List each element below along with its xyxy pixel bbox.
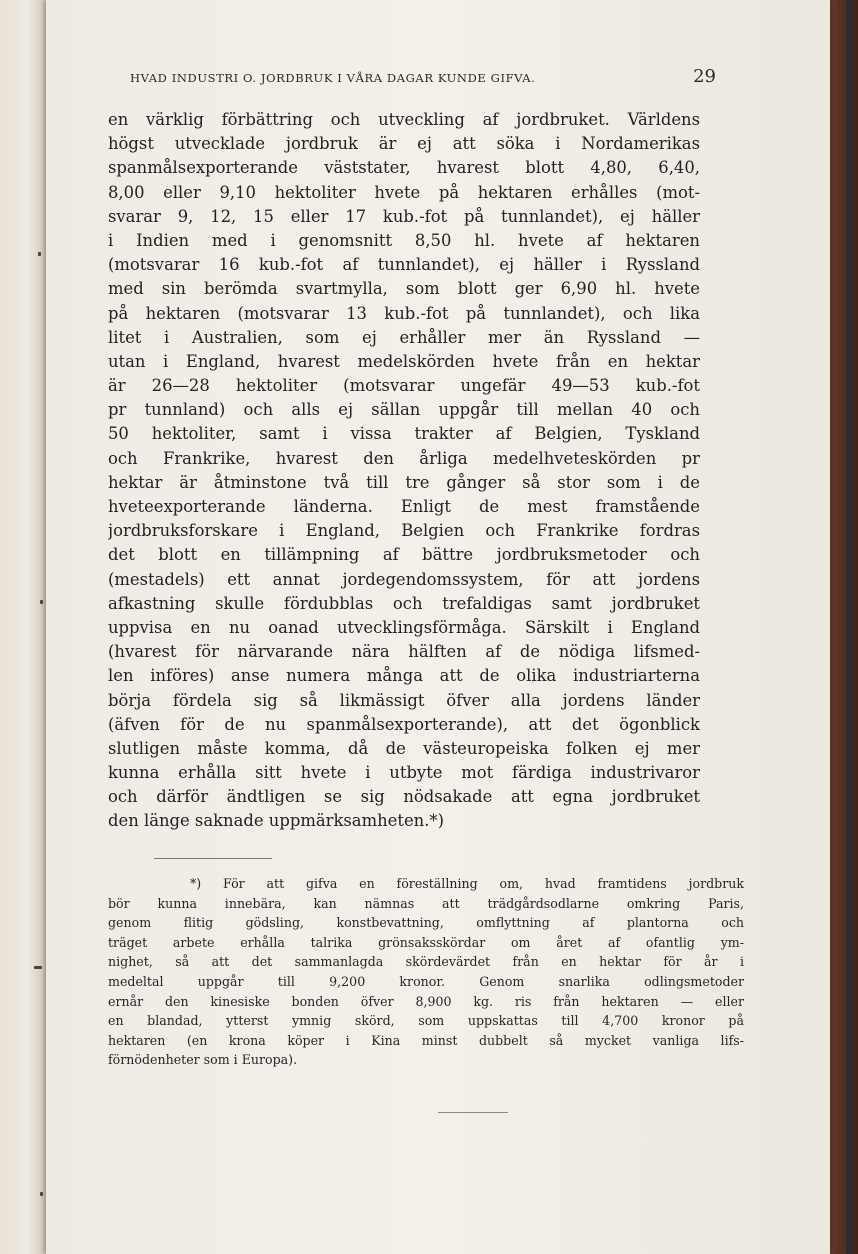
body-line: det blott en tillämpning af bättre jordbruksmetoder och bbox=[108, 545, 700, 565]
footnote-line: bör kunna innebära, kan nämnas att trädgårdsodlarne omkring Paris, bbox=[108, 895, 744, 911]
body-line: högst utvecklade jordbruk är ej att söka i Nordamerikas bbox=[108, 134, 700, 154]
body-line: på hektaren (motsvarar 13 kub.-fot på tunnlandet), och lika bbox=[108, 303, 700, 323]
footnote-line: hektaren (en krona köper i Kina minst dubbelt så mycket vanliga lifs- bbox=[108, 1032, 744, 1048]
book-page bbox=[46, 0, 830, 1254]
body-line: (äfven för de nu spanmålsexporterande), att det ögonblick bbox=[108, 714, 700, 734]
body-line: och därför ändtligen se sig nödsakade att egna jordbruket bbox=[108, 787, 700, 807]
body-line: utan i England, hvarest medelskörden hvete från en hektar bbox=[108, 351, 700, 371]
body-text bbox=[108, 108, 700, 834]
body-line: uppvisa en nu oanad utvecklingsförmåga. Särskilt i England bbox=[108, 617, 700, 637]
footnote bbox=[108, 874, 744, 1070]
body-line: (mestadels) ett annat jordegendomssystem, för att jordens bbox=[108, 569, 700, 589]
running-title: HVAD INDUSTRI O. JORDBRUK I VÅRA DAGAR KUNDE GIFVA. bbox=[130, 71, 536, 85]
body-line: spanmålsexporterande väststater, hvarest blott 4,80, 6,40, bbox=[108, 158, 700, 178]
body-line: afkastning skulle fördubblas och trefaldigas samt jordbruket bbox=[108, 593, 700, 613]
footnote-line: förnödenheter som i Europa). bbox=[108, 1052, 298, 1068]
body-line: 50 hektoliter, samt i vissa trakter af Belgien, Tyskland bbox=[108, 424, 700, 444]
margin-speck bbox=[34, 966, 42, 969]
body-line: (motsvarar 16 kub.-fot af tunnlandet), ej häller i Ryssland bbox=[108, 255, 700, 275]
running-header bbox=[130, 66, 716, 87]
body-line: litet i Australien, som ej erhåller mer än Ryssland — bbox=[108, 327, 700, 347]
footnote-line: nighet, så att det sammanlagda skördevärdet från en hektar för år i bbox=[108, 954, 744, 970]
body-line: hektar är åtminstone två till tre gånger så stor som i de bbox=[108, 472, 700, 492]
body-line: börja fördela sig så likmässigt öfver alla jordens länder bbox=[108, 690, 700, 710]
footnote-line: träget arbete erhålla talrika grönsaksskördar om året af ofantlig ym- bbox=[108, 934, 744, 950]
body-line: pr tunnland) och alls ej sällan uppgår till mellan 40 och bbox=[108, 400, 700, 420]
bottom-rule bbox=[438, 1112, 508, 1113]
margin-speck bbox=[38, 252, 41, 256]
body-line: len införes) anse numera många att de olika industriarterna bbox=[108, 666, 700, 686]
footnote-separator bbox=[154, 858, 272, 859]
footnote-line: genom flitig gödsling, konstbevattning, omflyttning af plantorna och bbox=[108, 915, 744, 931]
body-line: en värklig förbättring och utveckling af jordbruket. Världens bbox=[108, 110, 700, 129]
body-line: och Frankrike, hvarest den årliga medelhveteskörden pr bbox=[108, 448, 700, 468]
body-line: jordbruksforskare i England, Belgien och Frankrike fordras bbox=[108, 521, 700, 541]
page-number: 29 bbox=[693, 66, 716, 87]
body-line: 8,00 eller 9,10 hektoliter hvete på hektaren erhålles (mot- bbox=[108, 182, 700, 202]
body-line: (hvarest för närvarande nära hälften af de nödiga lifsmed- bbox=[108, 642, 700, 662]
body-line: med sin berömda svartmylla, som blott ger 6,90 hl. hvete bbox=[108, 279, 700, 299]
left-page-edge bbox=[0, 0, 46, 1254]
margin-speck bbox=[40, 600, 43, 604]
body-line: kunna erhålla sitt hvete i utbyte mot färdiga industrivaror bbox=[108, 763, 700, 783]
body-line: hveteexporterande länderna. Enligt de mest framstående bbox=[108, 497, 700, 516]
body-line: i Indien med i genomsnitt 8,50 hl. hvete af hektaren bbox=[108, 230, 700, 250]
footnote-line: ernår den kinesiske bonden öfver 8,900 kg. ris från hektaren — eller bbox=[108, 993, 744, 1009]
margin-speck bbox=[40, 1192, 43, 1196]
footnote-line: *) För att gifva en föreställning om, hvad framtidens jordbruk bbox=[190, 876, 744, 891]
footnote-line: en blandad, ytterst ymnig skörd, som uppskattas till 4,700 kronor på bbox=[108, 1013, 744, 1029]
cover-shadow bbox=[846, 0, 852, 1254]
body-line: slutligen måste komma, då de västeuropeiska folken ej mer bbox=[108, 738, 700, 758]
footnote-line: medeltal uppgår till 9,200 kronor. Genom snarlika odlingsmetoder bbox=[108, 973, 744, 989]
body-line: den länge saknade uppmärksamheten.*) bbox=[108, 811, 445, 831]
body-line: är 26—28 hektoliter (motsvarar ungefär 49—53 kub.-fot bbox=[108, 376, 700, 396]
body-line: svarar 9, 12, 15 eller 17 kub.-fot på tunnlandet), ej häller bbox=[108, 206, 700, 226]
